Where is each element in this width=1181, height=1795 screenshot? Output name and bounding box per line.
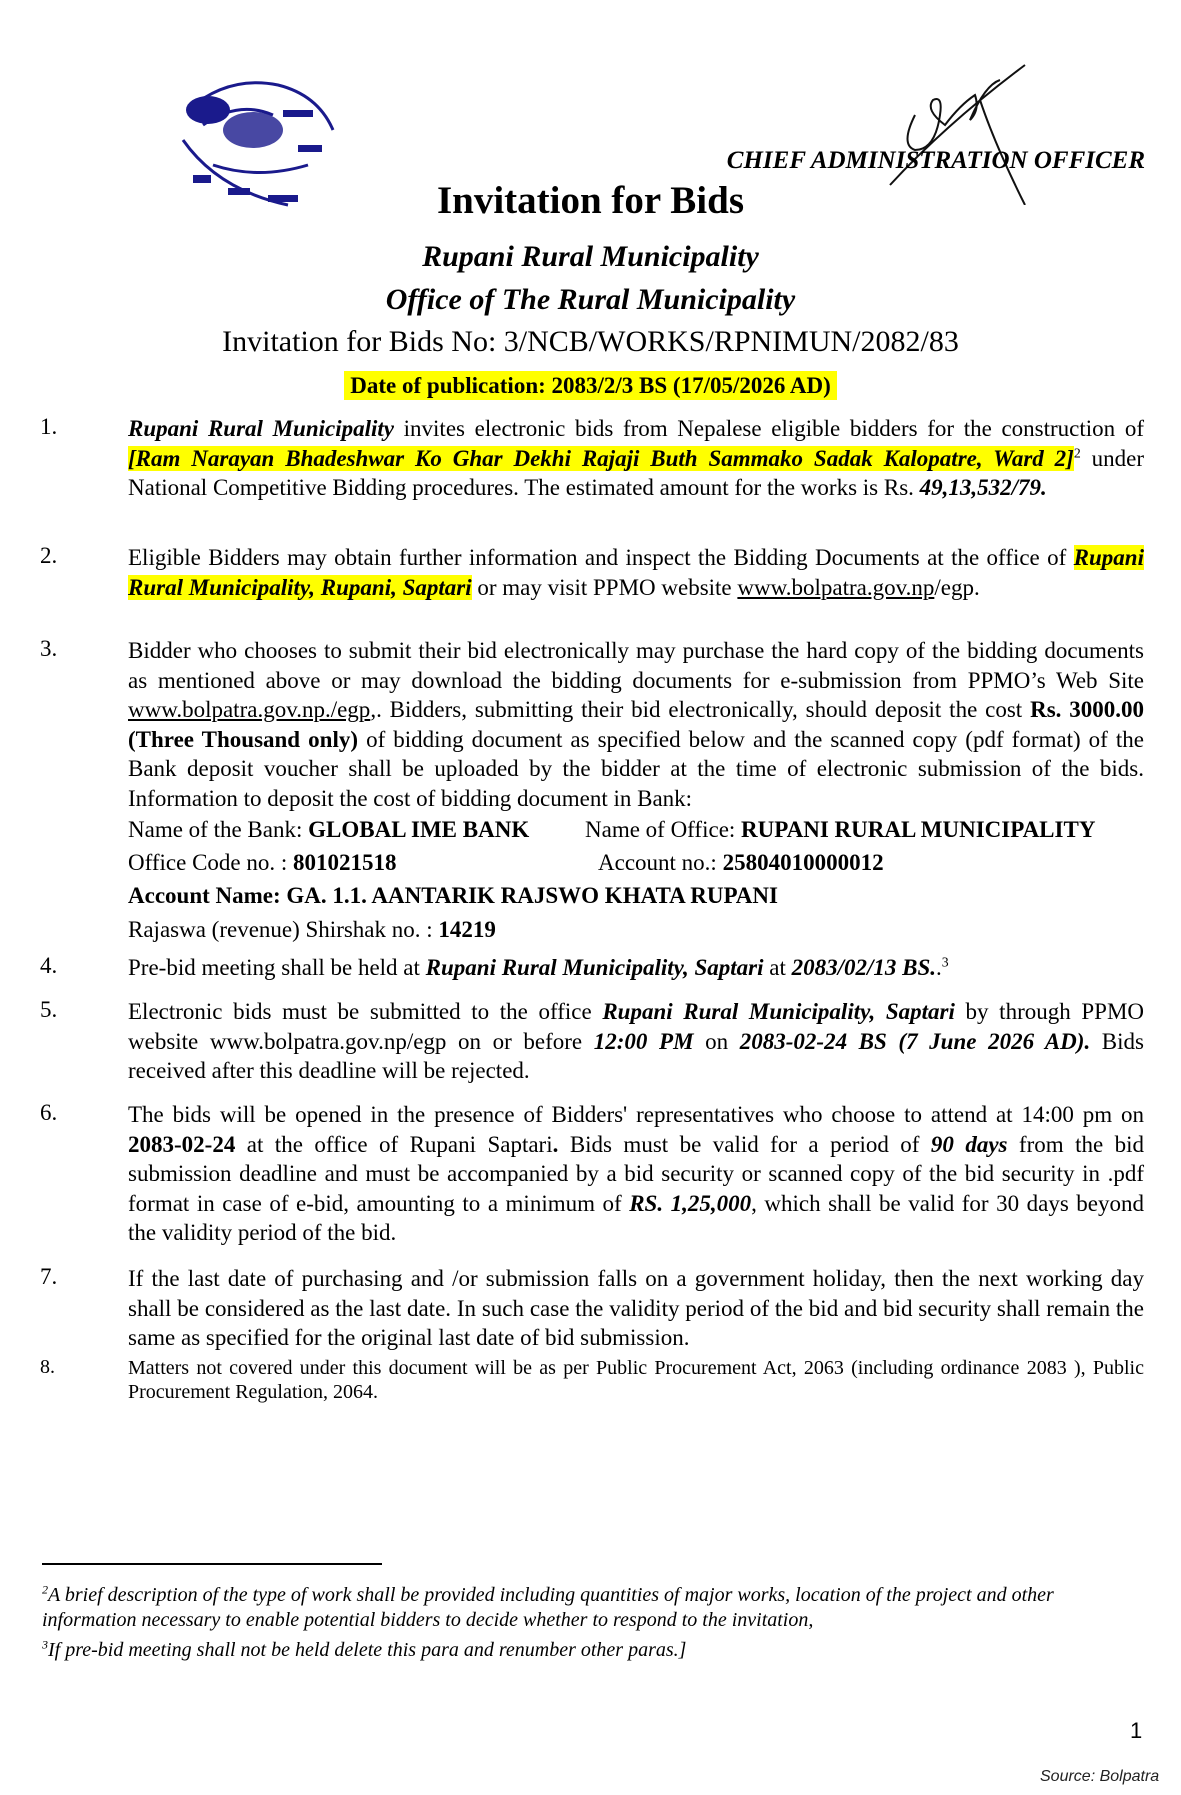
item-number: 4. bbox=[40, 953, 58, 978]
office-code-line: Office Code no. : 801021518 bbox=[128, 850, 397, 875]
item-1: Rupani Rural Municipality invites electronic bids from Nepalese eligible bidders for the construction of [Ram Narayan Bhadeshwar Ko Ghar Dekhi Rajaji Buth Sammako Sadak Kalopatre, Ward 2]$^2$ under National Competitive Bidding procedures. The estimated amount for the works is Rs. 49,13,532/79. bbox=[128, 416, 1144, 500]
source-note: Source: Bolpatra bbox=[1040, 1768, 1160, 1785]
item-2: Eligible Bidders may obtain further information and inspect the Bidding Documents at the office of Rupani Rural Municipality, Rupani, Saptari or may visit PPMO website www.bolpatra.gov.np/egp. bbox=[128, 545, 1144, 600]
item-number: 5. bbox=[40, 997, 58, 1022]
office-line: Name of Office: RUPANI RURAL MUNICIPALITY bbox=[585, 817, 1096, 842]
account-name-line: Account Name: GA. 1.1. AANTARIK RAJSWO KHATA RUPANI bbox=[128, 883, 778, 908]
page-number: 1 bbox=[1130, 1718, 1143, 1743]
item-6: The bids will be opened in the presence of Bidders' representatives who choose to attend at 14:00 pm on 2083-02-24 at the office of Rupani Saptari. Bids must be valid for a period of 90 days from the bid submission deadline and must be accompanied by a bid security or scanned copy of the bid security in .pdf format in case of e-bid, amounting to a minimum of RS. 1,25,000, which shall be valid for 30 days beyond the validity period of the bid. bbox=[128, 1102, 1144, 1245]
bolpatra-link[interactable]: www.bolpatra.gov.np bbox=[737, 574, 935, 600]
item-number: 6. bbox=[40, 1100, 58, 1125]
bank-line: Name of the Bank: GLOBAL IME BANK bbox=[128, 817, 530, 842]
bolpatra-egp-link[interactable]: www.bolpatra.gov.np./egp bbox=[128, 697, 371, 722]
item-number: 7. bbox=[40, 1264, 58, 1289]
shirshak-line: Rajaswa (revenue) Shirshak no. : 14219 bbox=[128, 917, 496, 942]
office-name: Office of The Rural Municipality bbox=[385, 283, 796, 316]
publication-date: Date of publication: 2083/2/3 BS (17/05/2026 AD) bbox=[0, 373, 1181, 399]
page-title: Invitation for Bids bbox=[436, 179, 744, 222]
footnote-2: $^2$A brief description of the type of work shall be provided including quantities of major works, location of the project and other information necessary to enable potential bidders to decide whether to respond to the invitation, bbox=[42, 1582, 1054, 1631]
item-3: Bidder who chooses to submit their bid electronically may purchase the hard copy of the bidding documents as mentioned above or may download the bidding documents for e-submission from PPMO’s Web Site www.bolpatra.gov.np./egp,. Bidders, submitting their bid electronically, should deposit the cost Rs. 3000.00 (Three Thousand only) of bidding document as specified below and the scanned copy (pdf format) of the Bank deposit voucher shall be uploaded by the bidder at the time of electronic submission of the bids. Information to deposit the cost of bidding document in Bank: bbox=[128, 638, 1145, 811]
footnote-3: $^3$If pre-bid meeting shall not be held delete this para and renumber other paras.] bbox=[42, 1637, 687, 1661]
item-number: 2. bbox=[40, 543, 58, 568]
municipality-name: Rupani Rural Municipality bbox=[422, 240, 759, 273]
footnote-rule bbox=[42, 1563, 382, 1565]
estimated-amount: 49,13,532/79. bbox=[919, 475, 1047, 500]
project-name: [Ram Narayan Bhadeshwar Ko Ghar Dekhi Rajaji Buth Sammako Sadak Kalopatre, Ward 2] bbox=[128, 445, 1074, 471]
item-7: If the last date of purchasing and /or submission falls on a government holiday, then the next working day shall be considered as the last date. In such case the validity period of the bid and bid security shall remain the same as specified for the original last date of bid submission. bbox=[128, 1266, 1144, 1350]
item-number: 3. bbox=[40, 636, 58, 661]
item-4: Pre-bid meeting shall be held at Rupani Rural Municipality, Saptari at 2083/02/13 BS..$^3$ bbox=[128, 954, 949, 980]
item-5: Electronic bids must be submitted to the office Rupani Rural Municipality, Saptari by through PPMO website www.bolpatra.gov.np/egp on or before 12:00 PM on 2083-02-24 BS (7 June 2026 AD). Bids received after this deadline will be rejected. bbox=[128, 999, 1145, 1083]
ifb-number: Invitation for Bids No: 3/NCB/WORKS/RPNIMUN/2082/83 bbox=[222, 325, 959, 358]
account-line: Account no.: 25804010000012 bbox=[598, 850, 884, 875]
item-number: 1. bbox=[40, 414, 58, 439]
item-8: Matters not covered under this document will be as per Public Procurement Act, 2063 (including ordinance 2083 ), Public Procurement Regulation, 2064. bbox=[128, 1357, 1144, 1403]
item-number: 8. bbox=[40, 1356, 55, 1378]
officer-title: CHIEF ADMINISTRATION OFFICER bbox=[726, 147, 1145, 174]
